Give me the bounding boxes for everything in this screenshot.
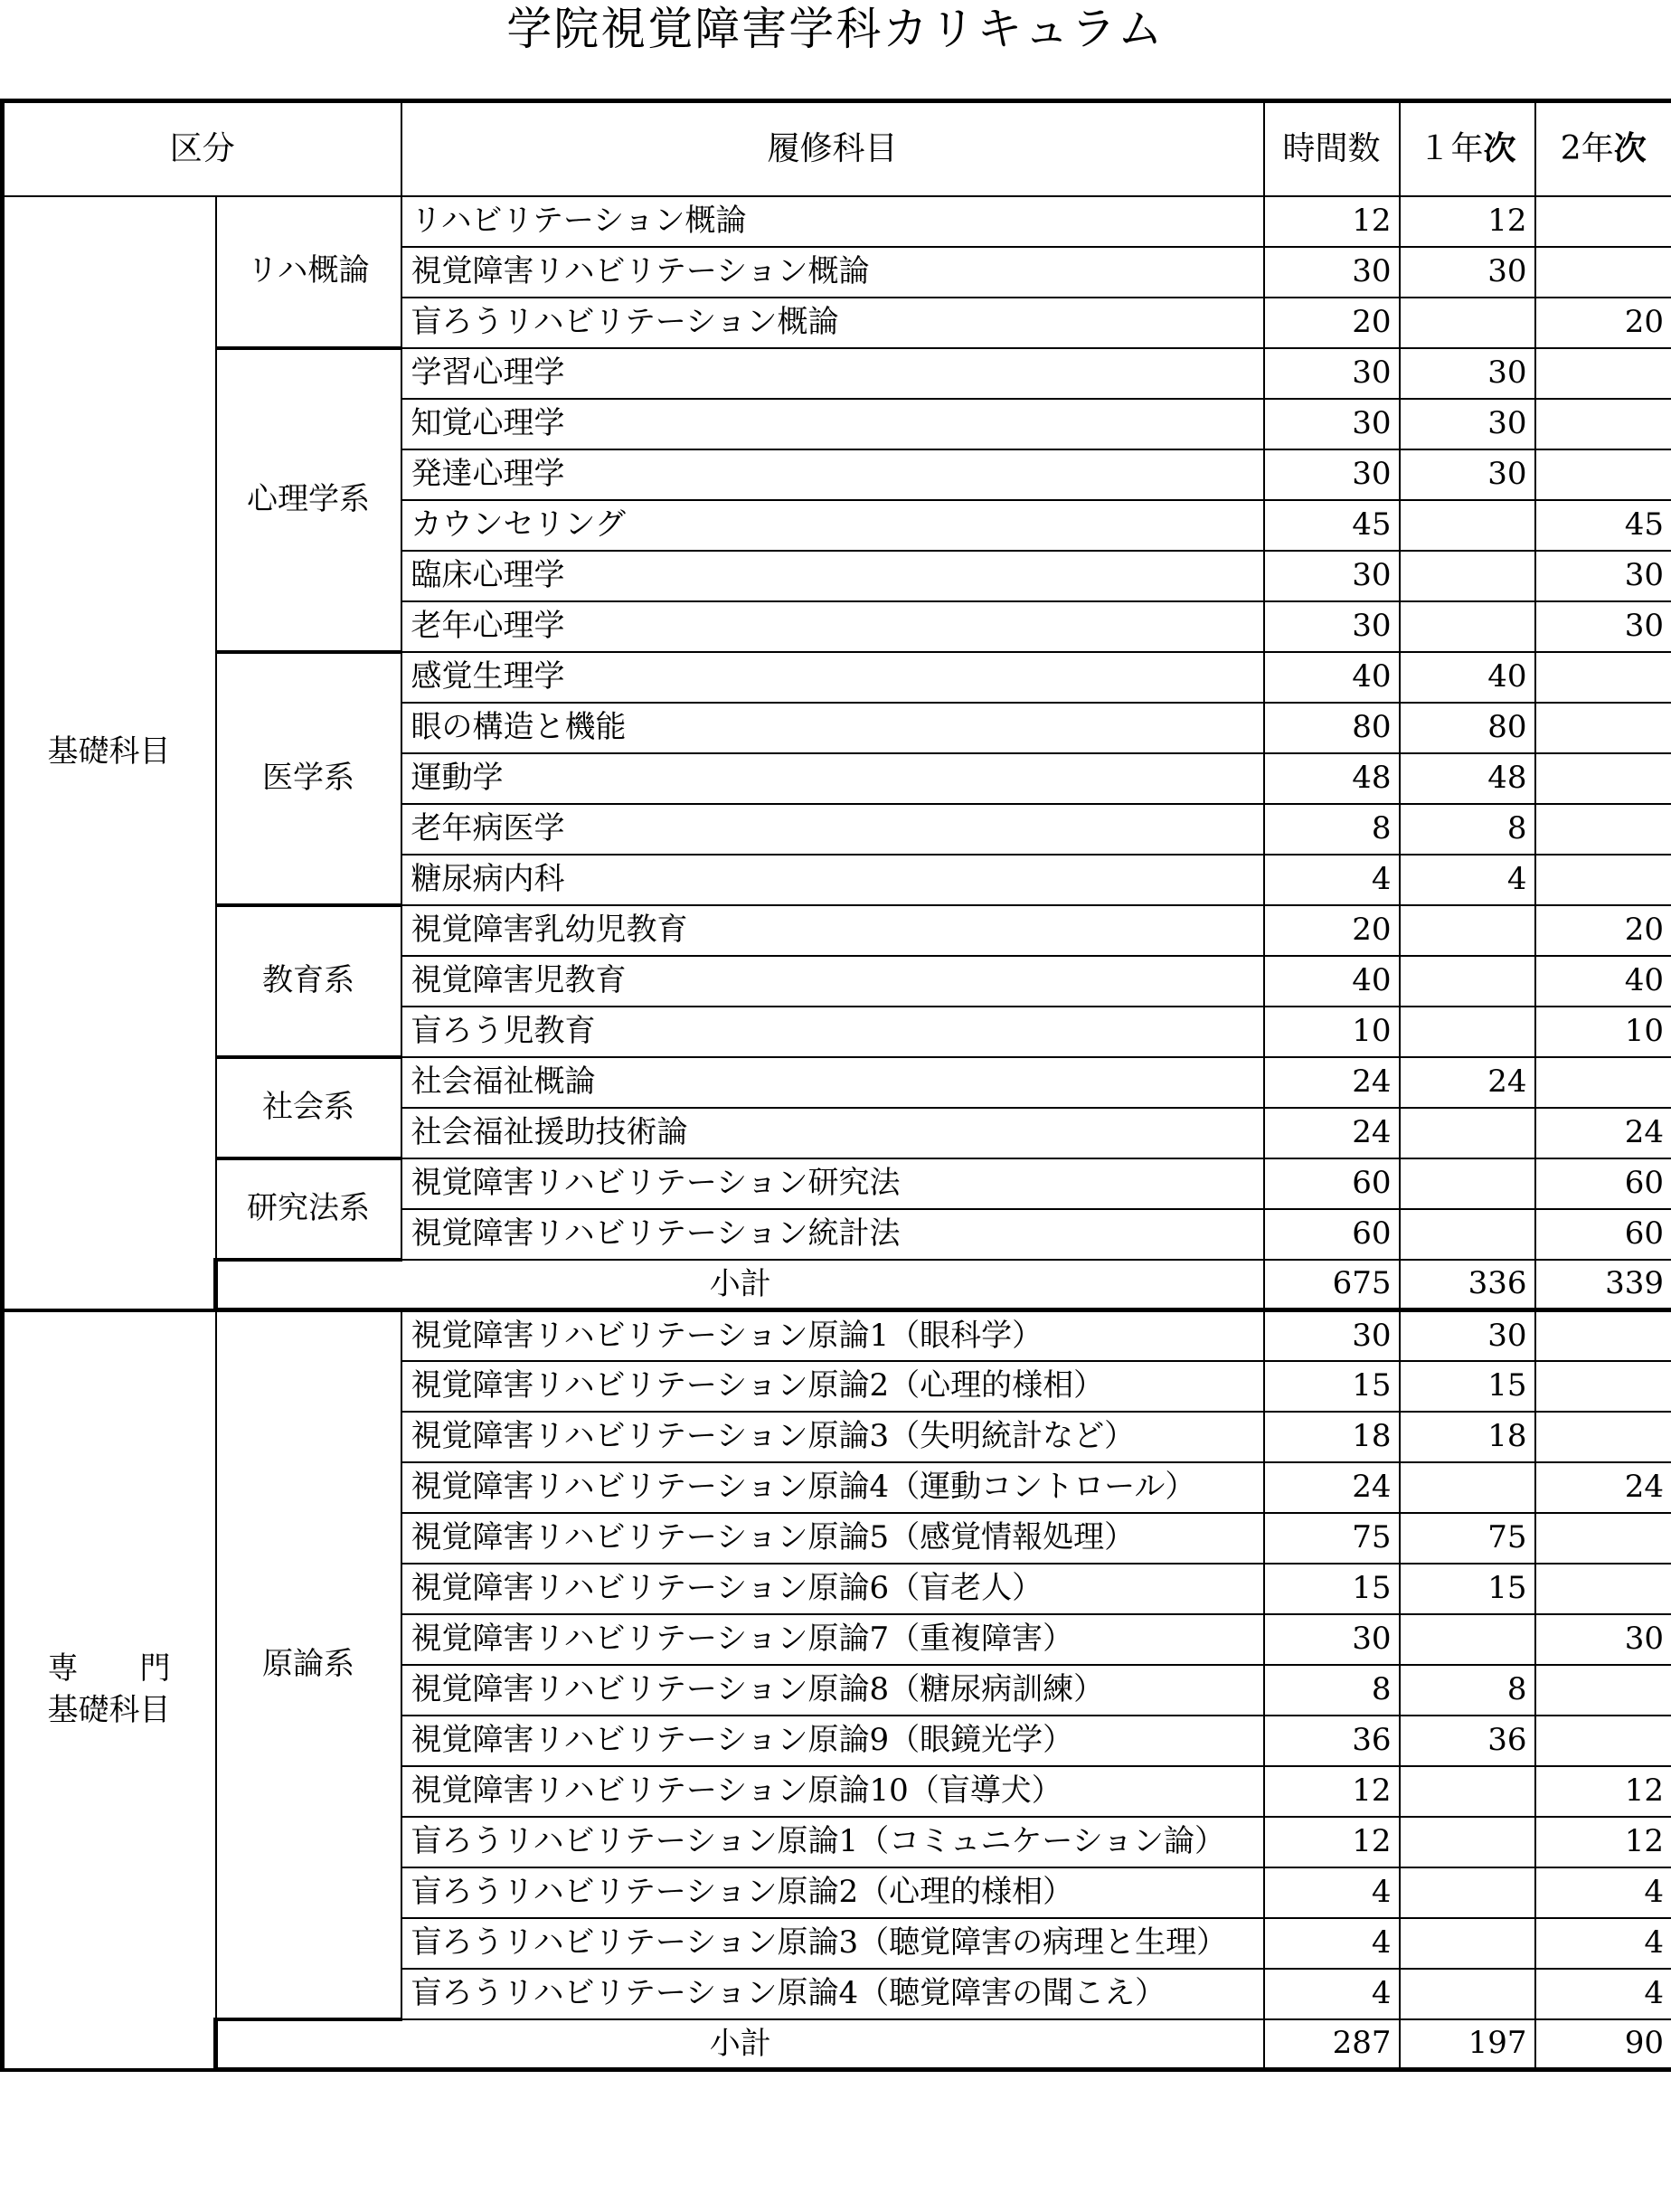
year1-cell bbox=[1400, 500, 1535, 551]
group-cell: 教育系 bbox=[216, 905, 401, 1057]
hours-cell: 30 bbox=[1264, 449, 1400, 500]
subtotal-hours: 675 bbox=[1264, 1260, 1400, 1310]
hours-cell: 48 bbox=[1264, 753, 1400, 804]
hours-cell: 12 bbox=[1264, 196, 1400, 247]
year1-cell: 75 bbox=[1400, 1513, 1535, 1564]
year2-cell: 4 bbox=[1535, 1918, 1671, 1969]
subtotal-year1: 197 bbox=[1400, 2019, 1535, 2070]
year1-cell bbox=[1400, 1614, 1535, 1665]
year2-cell bbox=[1535, 703, 1671, 753]
subject-cell: 盲ろうリハビリテーション原論1（コミュニケーション論） bbox=[401, 1817, 1264, 1867]
year1-cell bbox=[1400, 1462, 1535, 1513]
year2-cell: 30 bbox=[1535, 601, 1671, 652]
year1-cell bbox=[1400, 1007, 1535, 1057]
subject-cell: 臨床心理学 bbox=[401, 551, 1264, 601]
year2-cell bbox=[1535, 1057, 1671, 1108]
subject-cell: 盲ろうリハビリテーション原論4（聴覚障害の聞こえ） bbox=[401, 1969, 1264, 2019]
year2-cell bbox=[1535, 1513, 1671, 1564]
subject-cell: 糖尿病内科 bbox=[401, 855, 1264, 905]
subtotal-year2: 90 bbox=[1535, 2019, 1671, 2070]
subject-cell: 視覚障害リハビリテーション原論10（盲導犬） bbox=[401, 1766, 1264, 1817]
hours-cell: 75 bbox=[1264, 1513, 1400, 1564]
year2-cell bbox=[1535, 855, 1671, 905]
category-label bbox=[48, 1649, 171, 1732]
subject-cell: 視覚障害リハビリテーション原論4（運動コントロール） bbox=[401, 1462, 1264, 1513]
year2-cell bbox=[1535, 247, 1671, 298]
year1-cell bbox=[1400, 1969, 1535, 2019]
hours-cell: 10 bbox=[1264, 1007, 1400, 1057]
hours-cell: 30 bbox=[1264, 348, 1400, 399]
year1-cell: 15 bbox=[1400, 1564, 1535, 1614]
hours-cell: 30 bbox=[1264, 551, 1400, 601]
year1-cell: 40 bbox=[1400, 652, 1535, 703]
subject-cell: 視覚障害リハビリテーション原論3（失明統計など） bbox=[401, 1412, 1264, 1462]
year1-cell bbox=[1400, 551, 1535, 601]
hours-cell: 60 bbox=[1264, 1209, 1400, 1260]
subject-cell: 視覚障害リハビリテーション研究法 bbox=[401, 1158, 1264, 1209]
hours-cell: 30 bbox=[1264, 601, 1400, 652]
subject-cell: 視覚障害リハビリテーション概論 bbox=[401, 247, 1264, 298]
subject-cell: 学習心理学 bbox=[401, 348, 1264, 399]
year2-cell bbox=[1535, 348, 1671, 399]
header-year2: 2年次 bbox=[1535, 101, 1671, 196]
year1-cell bbox=[1400, 1867, 1535, 1918]
subject-cell: リハビリテーション概論 bbox=[401, 196, 1264, 247]
table-row bbox=[3, 1310, 1671, 1361]
year1-cell bbox=[1400, 601, 1535, 652]
subject-cell: 視覚障害児教育 bbox=[401, 956, 1264, 1007]
table-body bbox=[3, 196, 1671, 2070]
subject-cell: 老年病医学 bbox=[401, 804, 1264, 855]
subject-cell: 視覚障害リハビリテーション原論6（盲老人） bbox=[401, 1564, 1264, 1614]
year2-cell: 60 bbox=[1535, 1209, 1671, 1260]
category-cell bbox=[3, 1310, 216, 2070]
subject-cell: 視覚障害リハビリテーション統計法 bbox=[401, 1209, 1264, 1260]
year2-cell bbox=[1535, 1665, 1671, 1716]
hours-cell: 80 bbox=[1264, 703, 1400, 753]
year2-cell: 10 bbox=[1535, 1007, 1671, 1057]
subject-cell: 盲ろう児教育 bbox=[401, 1007, 1264, 1057]
year2-cell bbox=[1535, 652, 1671, 703]
subject-cell: 視覚障害リハビリテーション原論9（眼鏡光学） bbox=[401, 1716, 1264, 1766]
year2-cell bbox=[1535, 1716, 1671, 1766]
year1-cell bbox=[1400, 956, 1535, 1007]
subtotal-label: 小計 bbox=[216, 2019, 1264, 2070]
year2-cell: 30 bbox=[1535, 551, 1671, 601]
year2-cell: 20 bbox=[1535, 298, 1671, 348]
hours-cell: 8 bbox=[1264, 1665, 1400, 1716]
year1-cell: 30 bbox=[1400, 348, 1535, 399]
year2-cell bbox=[1535, 1310, 1671, 1361]
hours-cell: 30 bbox=[1264, 399, 1400, 449]
table-row bbox=[3, 1057, 1671, 1108]
category-label-line2: 基礎科目 bbox=[47, 1691, 171, 1728]
subject-cell: 社会福祉援助技術論 bbox=[401, 1108, 1264, 1158]
page-title: 学院視覚障害学科カリキュラム bbox=[506, 3, 1165, 55]
table-row bbox=[3, 196, 1671, 247]
hours-cell: 4 bbox=[1264, 855, 1400, 905]
subject-cell: 盲ろうリハビリテーション原論3（聴覚障害の病理と生理） bbox=[401, 1918, 1264, 1969]
subject-cell: 感覚生理学 bbox=[401, 652, 1264, 703]
year2-cell: 4 bbox=[1535, 1867, 1671, 1918]
subject-cell: 視覚障害乳幼児教育 bbox=[401, 905, 1264, 956]
group-cell: 原論系 bbox=[216, 1310, 401, 2019]
hours-cell: 24 bbox=[1264, 1462, 1400, 1513]
subject-cell: 知覚心理学 bbox=[401, 399, 1264, 449]
hours-cell: 20 bbox=[1264, 298, 1400, 348]
header-row bbox=[3, 101, 1671, 196]
year2-cell: 30 bbox=[1535, 1614, 1671, 1665]
group-cell: 社会系 bbox=[216, 1057, 401, 1158]
subject-cell: 社会福祉概論 bbox=[401, 1057, 1264, 1108]
subject-cell: 視覚障害リハビリテーション原論5（感覚情報処理） bbox=[401, 1513, 1264, 1564]
year1-cell bbox=[1400, 1158, 1535, 1209]
year1-cell: 30 bbox=[1400, 449, 1535, 500]
year2-cell bbox=[1535, 753, 1671, 804]
hours-cell: 24 bbox=[1264, 1057, 1400, 1108]
hours-cell: 60 bbox=[1264, 1158, 1400, 1209]
subject-cell: 老年心理学 bbox=[401, 601, 1264, 652]
table-row bbox=[3, 905, 1671, 956]
subtotal-hours: 287 bbox=[1264, 2019, 1400, 2070]
year1-cell bbox=[1400, 1918, 1535, 1969]
year2-cell bbox=[1535, 399, 1671, 449]
header-subject: 履修科目 bbox=[401, 101, 1264, 196]
header-hours: 時間数 bbox=[1264, 101, 1400, 196]
year2-cell: 45 bbox=[1535, 500, 1671, 551]
year1-cell: 36 bbox=[1400, 1716, 1535, 1766]
table-row bbox=[3, 1158, 1671, 1209]
group-cell: リハ概論 bbox=[216, 196, 401, 348]
year1-cell: 24 bbox=[1400, 1057, 1535, 1108]
year2-cell: 20 bbox=[1535, 905, 1671, 956]
hours-cell: 4 bbox=[1264, 1969, 1400, 2019]
subject-cell: 盲ろうリハビリテーション概論 bbox=[401, 298, 1264, 348]
hours-cell: 30 bbox=[1264, 1614, 1400, 1665]
hours-cell: 12 bbox=[1264, 1766, 1400, 1817]
year1-cell bbox=[1400, 1817, 1535, 1867]
subtotal-year2: 339 bbox=[1535, 1260, 1671, 1310]
hours-cell: 15 bbox=[1264, 1564, 1400, 1614]
year1-cell: 48 bbox=[1400, 753, 1535, 804]
year1-cell: 8 bbox=[1400, 804, 1535, 855]
year1-cell bbox=[1400, 1209, 1535, 1260]
hours-cell: 36 bbox=[1264, 1716, 1400, 1766]
year1-cell: 30 bbox=[1400, 399, 1535, 449]
subtotal-row bbox=[3, 1260, 1671, 1310]
year1-cell: 8 bbox=[1400, 1665, 1535, 1716]
subject-cell: カウンセリング bbox=[401, 500, 1264, 551]
year1-cell: 4 bbox=[1400, 855, 1535, 905]
hours-cell: 30 bbox=[1264, 1310, 1400, 1361]
category-cell: 基礎科目 bbox=[3, 196, 216, 1310]
hours-cell: 45 bbox=[1264, 500, 1400, 551]
curriculum-table bbox=[0, 99, 1671, 2072]
year2-cell bbox=[1535, 804, 1671, 855]
hours-cell: 40 bbox=[1264, 956, 1400, 1007]
hours-cell: 30 bbox=[1264, 247, 1400, 298]
year1-cell: 12 bbox=[1400, 196, 1535, 247]
hours-cell: 4 bbox=[1264, 1867, 1400, 1918]
year2-cell bbox=[1535, 196, 1671, 247]
subject-cell: 眼の構造と機能 bbox=[401, 703, 1264, 753]
hours-cell: 15 bbox=[1264, 1361, 1400, 1412]
year1-cell: 30 bbox=[1400, 247, 1535, 298]
hours-cell: 12 bbox=[1264, 1817, 1400, 1867]
year2-cell: 4 bbox=[1535, 1969, 1671, 2019]
subtotal-row bbox=[3, 2019, 1671, 2070]
header-category: 区分 bbox=[3, 101, 401, 196]
year1-cell: 80 bbox=[1400, 703, 1535, 753]
year1-cell: 15 bbox=[1400, 1361, 1535, 1412]
hours-cell: 24 bbox=[1264, 1108, 1400, 1158]
category-label-line1: 専 門 bbox=[47, 1650, 171, 1687]
year1-cell bbox=[1400, 905, 1535, 956]
year2-cell bbox=[1535, 1564, 1671, 1614]
year2-cell bbox=[1535, 449, 1671, 500]
year2-cell: 12 bbox=[1535, 1766, 1671, 1817]
table-row bbox=[3, 348, 1671, 399]
subtotal-label: 小計 bbox=[216, 1260, 1264, 1310]
year2-cell: 12 bbox=[1535, 1817, 1671, 1867]
subject-cell: 発達心理学 bbox=[401, 449, 1264, 500]
subject-cell: 視覚障害リハビリテーション原論2（心理的様相） bbox=[401, 1361, 1264, 1412]
header-year1: １年次 bbox=[1400, 101, 1535, 196]
subject-cell: 盲ろうリハビリテーション原論2（心理的様相） bbox=[401, 1867, 1264, 1918]
year1-cell bbox=[1400, 298, 1535, 348]
subtotal-year1: 336 bbox=[1400, 1260, 1535, 1310]
year2-cell bbox=[1535, 1412, 1671, 1462]
hours-cell: 20 bbox=[1264, 905, 1400, 956]
group-cell: 医学系 bbox=[216, 652, 401, 905]
year1-cell: 18 bbox=[1400, 1412, 1535, 1462]
year2-cell bbox=[1535, 1361, 1671, 1412]
hours-cell: 40 bbox=[1264, 652, 1400, 703]
group-cell: 心理学系 bbox=[216, 348, 401, 652]
subject-cell: 視覚障害リハビリテーション原論1（眼科学） bbox=[401, 1310, 1264, 1361]
subject-cell: 視覚障害リハビリテーション原論7（重複障害） bbox=[401, 1614, 1264, 1665]
subject-cell: 運動学 bbox=[401, 753, 1264, 804]
year1-cell bbox=[1400, 1108, 1535, 1158]
hours-cell: 8 bbox=[1264, 804, 1400, 855]
year1-cell: 30 bbox=[1400, 1310, 1535, 1361]
subject-cell: 視覚障害リハビリテーション原論8（糖尿病訓練） bbox=[401, 1665, 1264, 1716]
table-row bbox=[3, 652, 1671, 703]
year2-cell: 40 bbox=[1535, 956, 1671, 1007]
hours-cell: 4 bbox=[1264, 1918, 1400, 1969]
hours-cell: 18 bbox=[1264, 1412, 1400, 1462]
group-cell: 研究法系 bbox=[216, 1158, 401, 1260]
year2-cell: 24 bbox=[1535, 1462, 1671, 1513]
year2-cell: 24 bbox=[1535, 1108, 1671, 1158]
year2-cell: 60 bbox=[1535, 1158, 1671, 1209]
year1-cell bbox=[1400, 1766, 1535, 1817]
